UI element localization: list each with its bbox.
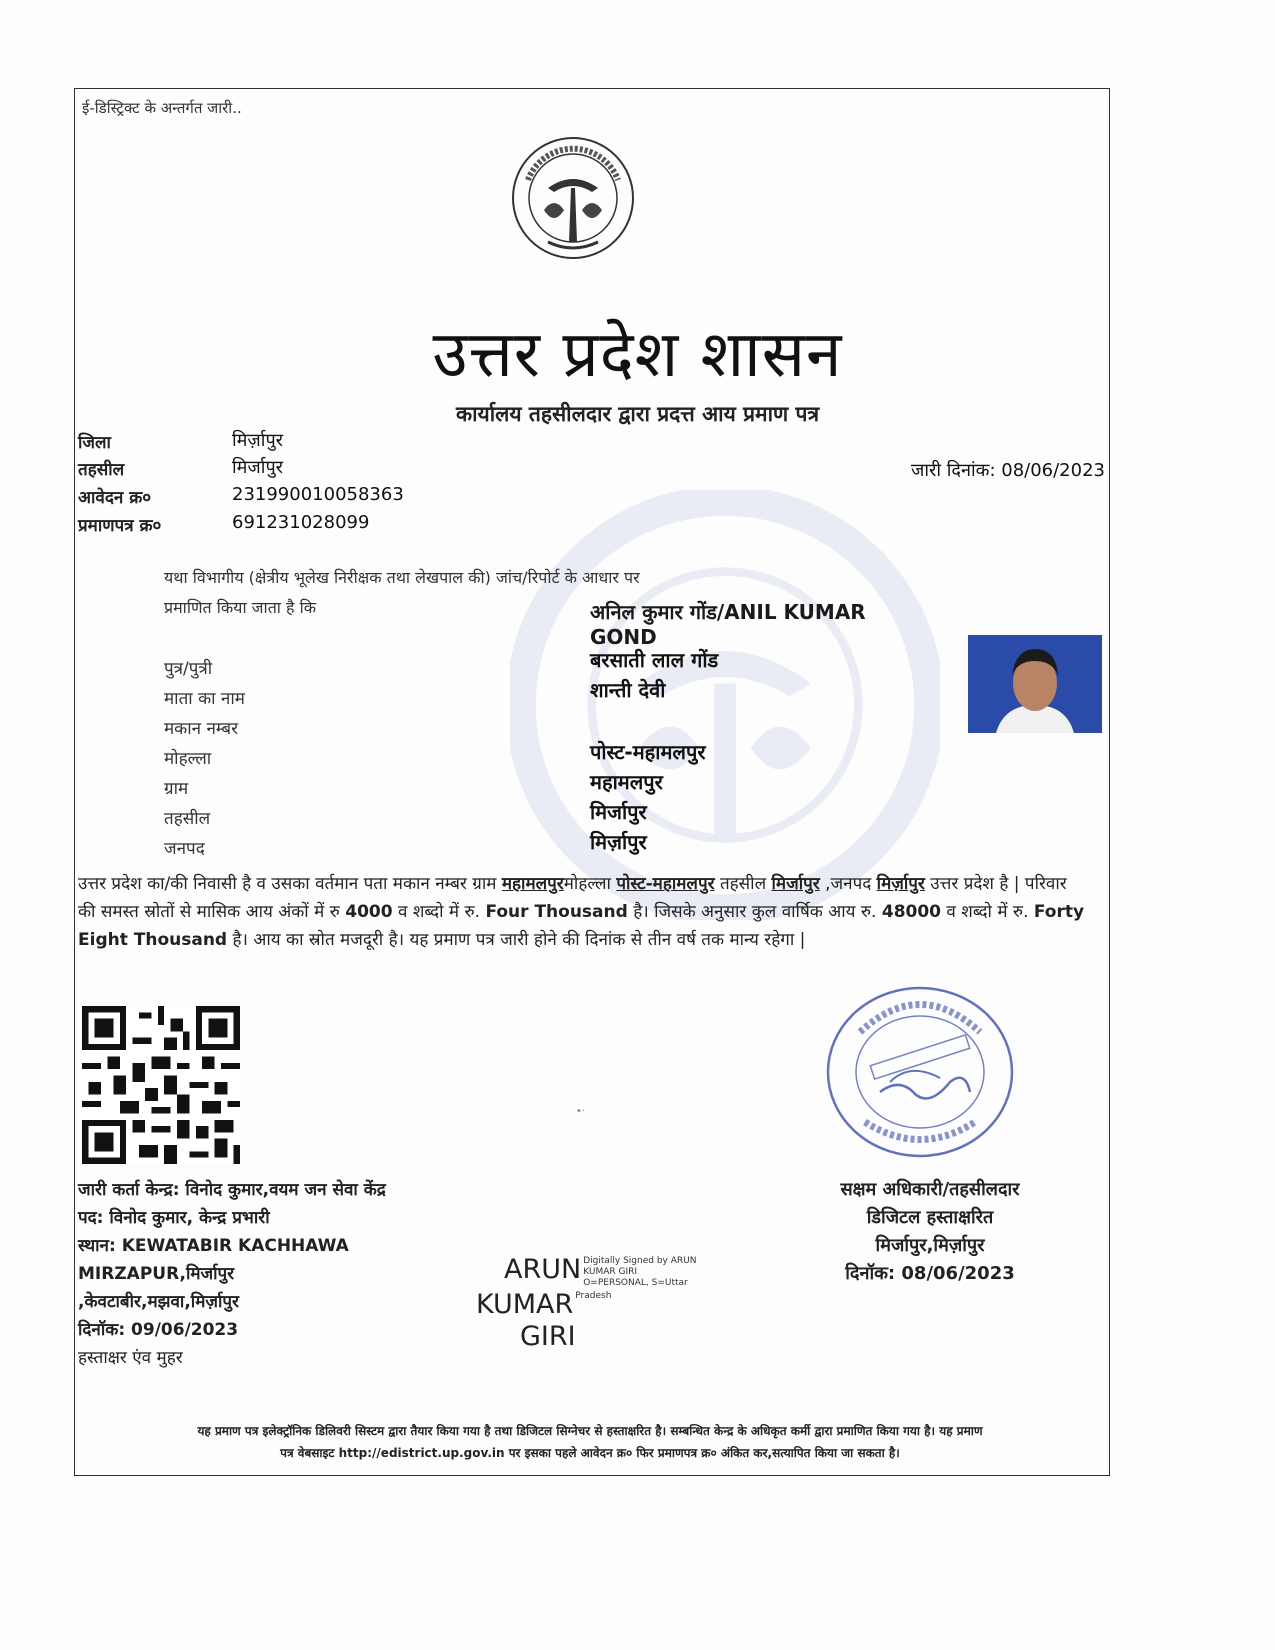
issuer-block (78, 1176, 438, 1372)
qr-code-icon (82, 1006, 240, 1164)
scan-mark: •· (576, 1106, 586, 1117)
certificate-no-label: प्रमाणपत्र क्र० (78, 516, 162, 536)
footer-line-1: यह प्रमाण पत्र इलेक्ट्रॉनिक डिलिवरी सिस्टम द्वारा तैयार किया गया है तथा डिजिटल सिग्नेचर से हस्ताक्षरित है। सम्बन्धित केन्द्र के अधिकृत कर्मी द्वारा प्रमाणित किया गया है। यह प्रमाण (197, 1424, 983, 1438)
digital-sign-line-1: Digitally Signed by ARUN (583, 1256, 697, 1266)
intro-line-1: यथा विभागीय (क्षेत्रीय भूलेख निरीक्षक तथा लेखपाल की) जांच/रिपोर्ट के आधार पर (164, 568, 640, 587)
annual-income-words: Forty Eight Thousand (78, 902, 1085, 950)
certificate-body (78, 870, 1088, 954)
applicant-name: अनिल कुमार गोंड/ANIL KUMAR GOND (590, 600, 866, 649)
issuer-sign-label: हस्ताक्षर एंव मुहर (78, 1348, 183, 1368)
body-text: ,जनपद (819, 874, 877, 894)
emblem-watermark-icon (510, 490, 940, 920)
body-mohalla: पोस्ट-महामलपुर (616, 874, 715, 894)
application-no-label: आवेदन क्र० (78, 488, 152, 508)
authority-block (800, 1176, 1060, 1288)
body-text: व शब्दो में रु. (392, 902, 486, 922)
footer-line-2: पत्र वेबसाइट http://edistrict.up.gov.in पर इसका पहले आवेदन क्र० फिर प्रमाणपत्र क्र० अंकित कर,सत्यापित किया जा सकता है। (280, 1446, 900, 1460)
authority-line-3: मिर्जापुर,मिर्ज़ापुर (875, 1235, 985, 1256)
tehsil-row-value: मिर्जापुर (590, 800, 647, 824)
digital-sign-line-2: KUMAR GIRI (583, 1267, 638, 1277)
village-value: महामलपुर (590, 770, 663, 794)
signature-name-3: GIRI (520, 1321, 576, 1352)
csc-seal-stamp-icon (820, 982, 1020, 1162)
body-village: महामलपुर (501, 874, 564, 894)
body-text: है। जिसके अनुसार कुल वार्षिक आय रु. (627, 902, 882, 922)
authority-line-1: सक्षम अधिकारी/तहसीलदार (840, 1179, 1020, 1200)
authority-date-label: दिनॉक: (845, 1263, 902, 1284)
up-state-emblem-icon (508, 130, 638, 270)
body-district: मिर्ज़ापुर (876, 874, 925, 894)
signature-name-1: ARUN (504, 1254, 582, 1285)
authority-date (800, 1260, 1060, 1288)
body-text: उत्तर प्रदेश है | परिवार की समस्त स्रोतों से मासिक आय अंकों में रु (78, 874, 1067, 922)
annual-income-number: 48000 (881, 902, 942, 922)
issuer-date (78, 1316, 438, 1344)
intro-line-2: प्रमाणित किया जाता है कि (164, 598, 317, 617)
body-text: है। आय का स्रोत मजदूरी है। यह प्रमाण पत्र जारी होने की दिनांक से तीन वर्ष तक मान्य रहेगा | (227, 930, 806, 950)
issuer-date-value: 09/06/2023 (131, 1320, 239, 1340)
tehsil-row-label: तहसील (164, 809, 211, 829)
district-value: मिर्ज़ापुर (232, 430, 284, 451)
issuer-place-2: MIRZAPUR,मिर्जापुर (78, 1264, 235, 1284)
issuer-date-label: दिनॉक: (78, 1320, 132, 1340)
application-no-value: 231990010058363 (232, 484, 404, 505)
mohalla-value: पोस्ट-महामलपुर (590, 740, 706, 764)
issued-under-text: ई-डिस्ट्रिक्ट के अन्तर्गत जारी.. (82, 99, 242, 117)
district-row-value: मिर्ज़ापुर (590, 830, 647, 854)
authority-line-2: डिजिटल हस्ताक्षरित (866, 1207, 994, 1228)
body-text: तहसील (714, 874, 772, 894)
issuer-post: पद: विनोद कुमार, केन्द्र प्रभारी (78, 1208, 270, 1228)
tehsil-label: तहसील (78, 460, 125, 480)
digital-sign-line-3: O=PERSONAL, S=Uttar (583, 1278, 688, 1288)
village-label: ग्राम (164, 779, 189, 799)
certificate-no-value: 691231028099 (232, 512, 370, 533)
mother-label: माता का नाम (164, 689, 245, 709)
authority-date-value: 08/06/2023 (901, 1263, 1015, 1284)
issue-date: जारी दिनांक: 08/06/2023 (911, 460, 1105, 481)
issuer-place-3: ,केवटाबीर,मझवा,मिर्ज़ापुर (78, 1292, 239, 1312)
issuer-center: जारी कर्ता केन्द्र: विनोद कुमार,वयम जन सेवा केंद्र (78, 1180, 386, 1200)
person-photo-icon (968, 635, 1102, 733)
tehsil-value: मिर्जापुर (232, 457, 284, 478)
monthly-income-number: 4000 (345, 902, 393, 922)
father-value: बरसाती लाल गोंड (590, 648, 719, 672)
body-tehsil: मिर्जापुर (771, 874, 820, 894)
monthly-income-words: Four Thousand (485, 902, 628, 922)
applicant-photo (968, 635, 1102, 733)
house-label: मकान नम्बर (164, 719, 239, 739)
district-row-label: जनपद (164, 839, 205, 859)
government-title: उत्तर प्रदेश शासन (432, 318, 843, 392)
footer-note (80, 1420, 1100, 1464)
digital-signature (476, 1254, 716, 1353)
district-label: जिला (78, 433, 111, 453)
mother-value: शान्ती देवी (590, 678, 666, 702)
signature-name-2: KUMAR (476, 1289, 574, 1320)
father-label: पुत्र/पुत्री (164, 659, 213, 679)
digital-sign-line-4: Pradesh (575, 1291, 612, 1301)
issuer-place-1: स्थान: KEWATABIR KACHHAWA (78, 1236, 349, 1256)
certificate-subtitle: कार्यालय तहसीलदार द्वारा प्रदत्त आय प्रमाण पत्र (455, 402, 820, 426)
body-text: व शब्दो में रु. (941, 902, 1034, 922)
mohalla-label: मोहल्ला (164, 749, 212, 769)
body-text: उत्तर प्रदेश का/की निवासी है व उसका वर्तमान पता मकान नम्बर ग्राम (78, 874, 502, 894)
body-text: मोहल्ला (563, 874, 617, 894)
